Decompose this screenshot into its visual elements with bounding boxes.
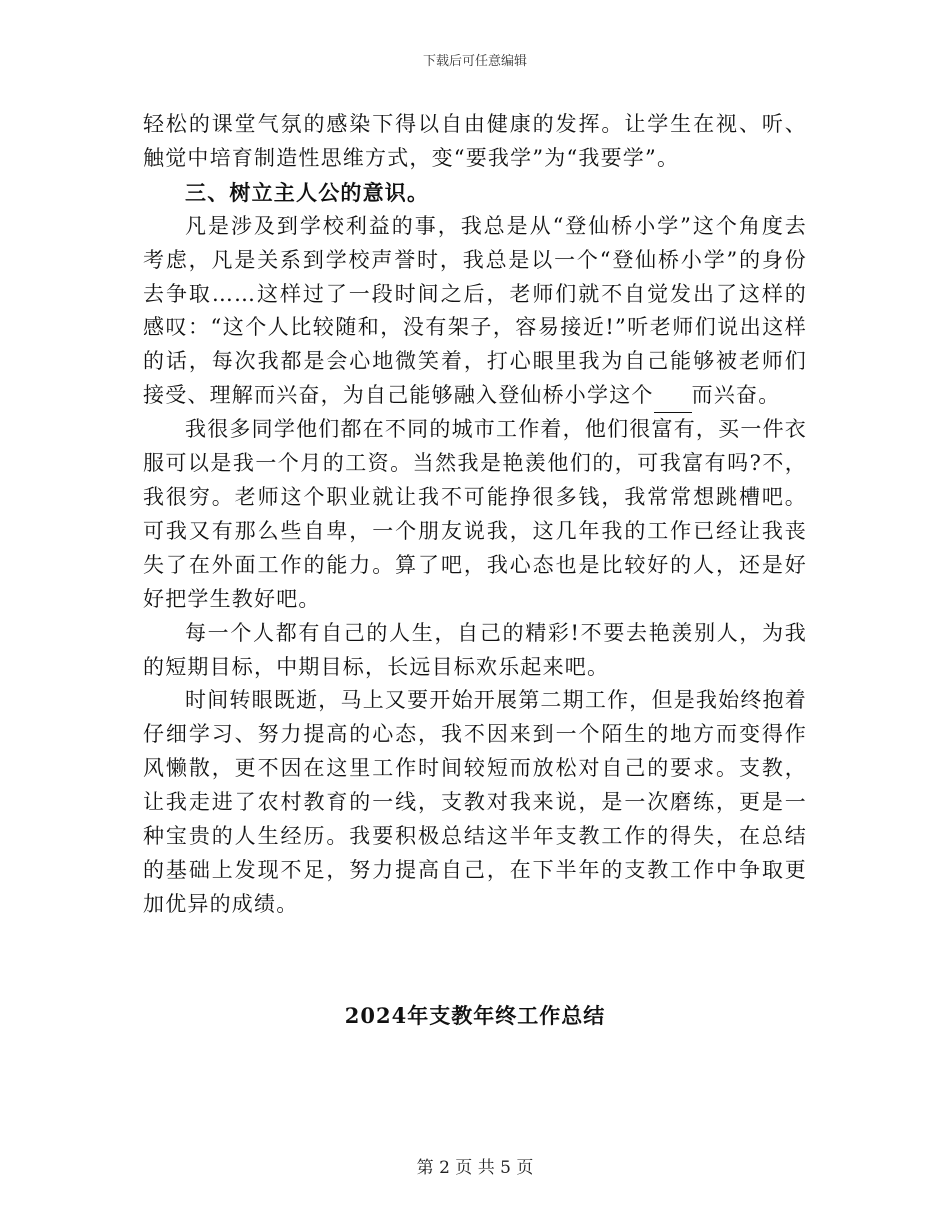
paragraph-ownership-text: 凡是涉及到学校利益的事，我总是从“登仙桥小学”这个角度去考虑，凡是关系到学校声誉时，我总是以一个“登仙桥小学”的身份去争取……这样过了一段时间之后，老师们就不自觉发出了这样的感叹：“这个人比较随和，没有架子，容易接近!”听老师们说出这样的话，每次我都是会心地微笑着，打心眼里我为自己能够被老师们接受、理解而兴奋，为自己能够融入登仙桥小学这个 [143,213,807,408]
paragraph-classmates: 我很多同学他们都在不同的城市工作着，他们很富有，买一件衣服可以是我一个月的工资。当然我是艳羡他们的，可我富有吗?不，我很穷。老师这个职业就让我不可能挣很多钱，我常常想跳槽吧。可我又有那么些自卑，一个朋友说我，这几年我的工作已经让我丧失了在外面工作的能力。算了吧，我心态也是比较好的人，还是好好把学生教好吧。 [143,417,807,611]
section-title: 2024年支教年终工作总结 [344,1003,606,1028]
paragraph-conclusion: 时间转眼既逝，马上又要开始开展第二期工作，但是我始终抱着仔细学习、努力提高的心态，我不因来到一个陌生的地方而变得作风懒散，更不因在这里工作时间较短而放松对自己的要求。支教，让我走进了农村教育的一线，支教对我来说，是一次磨练，更是一种宝贵的人生经历。我要积极总结这半年支教工作的得失，在总结的基础上发现不足，努力提高自己，在下半年的支教工作中争取更加优异的成绩。 [143,688,807,916]
paragraph-ownership-tail: 而兴奋。 [691,383,781,408]
section-heading: 三、树立主人公的意识。 [185,179,430,205]
page-header-note: 下载后可任意编辑 [422,54,527,69]
paragraph-continuation: 轻松的课堂气氛的感染下得以自由健康的发挥。让学生在视、听、触觉中培育制造性思维方式，变“要我学”为“我要学”。 [143,112,807,170]
document-body [143,108,807,922]
fill-in-blank [654,392,692,413]
paragraph-life: 每一个人都有自己的人生，自己的精彩!不要去艳羡别人，为我的短期目标，中期目标，长远目标欢乐起来吧。 [143,620,807,679]
page-number: 第 2 页 共 5 页 [416,1158,534,1178]
paragraph-ownership [143,210,807,413]
